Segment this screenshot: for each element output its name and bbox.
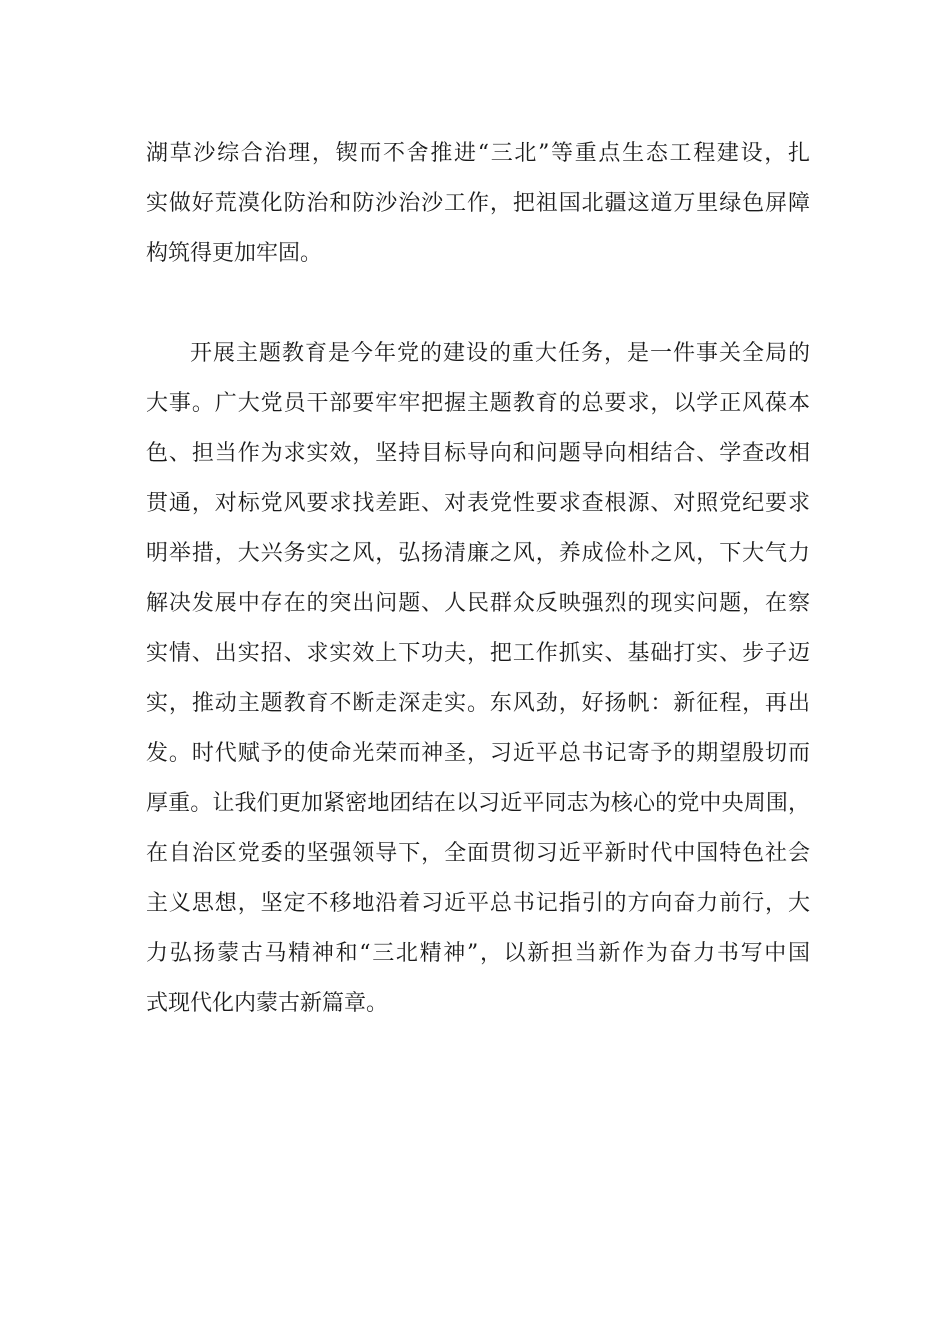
paragraph-2-line-14: 式现代化内蒙古新篇章。 [146, 991, 389, 1016]
paragraph-2-line-3: 色、担当作为求实效，坚持目标导向和问题导向相结合、学查改相 [146, 441, 810, 466]
paragraph-1-line-2: 实做好荒漠化防治和防沙治沙工作，把祖国北疆这道万里绿色屏障 [146, 191, 810, 216]
paragraph-2-line-1: 开展主题教育是今年党的建设的重大任务，是一件事关全局的 [190, 341, 810, 366]
paragraph-2-line-10: 厚重。让我们更加紧密地团结在以习近平同志为核心的党中央周围， [146, 791, 810, 816]
paragraph-2-line-13: 力弘扬蒙古马精神和“三北精神”，以新担当新作为奋力书写中国 [146, 941, 810, 966]
paragraph-2-line-12: 主义思想，坚定不移地沿着习近平总书记指引的方向奋力前行，大 [146, 891, 810, 916]
paragraph-2-line-8: 实，推动主题教育不断走深走实。东风劲，好扬帆：新征程，再出 [146, 691, 810, 716]
paragraph-2-line-4: 贯通，对标党风要求找差距、对表党性要求查根源、对照党纪要求 [146, 491, 810, 516]
paragraph-2-line-7: 实情、出实招、求实效上下功夫，把工作抓实、基础打实、步子迈 [146, 641, 810, 666]
paragraph-1-line-1: 湖草沙综合治理，锲而不舍推进“三北”等重点生态工程建设，扎 [146, 141, 810, 166]
paragraph-2-line-6: 解决发展中存在的突出问题、人民群众反映强烈的现实问题，在察 [146, 591, 810, 616]
paragraph-2-line-2: 大事。广大党员干部要牢牢把握主题教育的总要求，以学正风葆本 [146, 391, 810, 416]
paragraph-2-line-11: 在自治区党委的坚强领导下，全面贯彻习近平新时代中国特色社会 [146, 841, 810, 866]
paragraph-2-line-9: 发。时代赋予的使命光荣而神圣，习近平总书记寄予的期望殷切而 [146, 741, 810, 766]
paragraph-1-line-3: 构筑得更加牢固。 [146, 241, 323, 266]
paragraph-2-line-5: 明举措，大兴务实之风，弘扬清廉之风，养成俭朴之风，下大气力 [146, 541, 810, 566]
